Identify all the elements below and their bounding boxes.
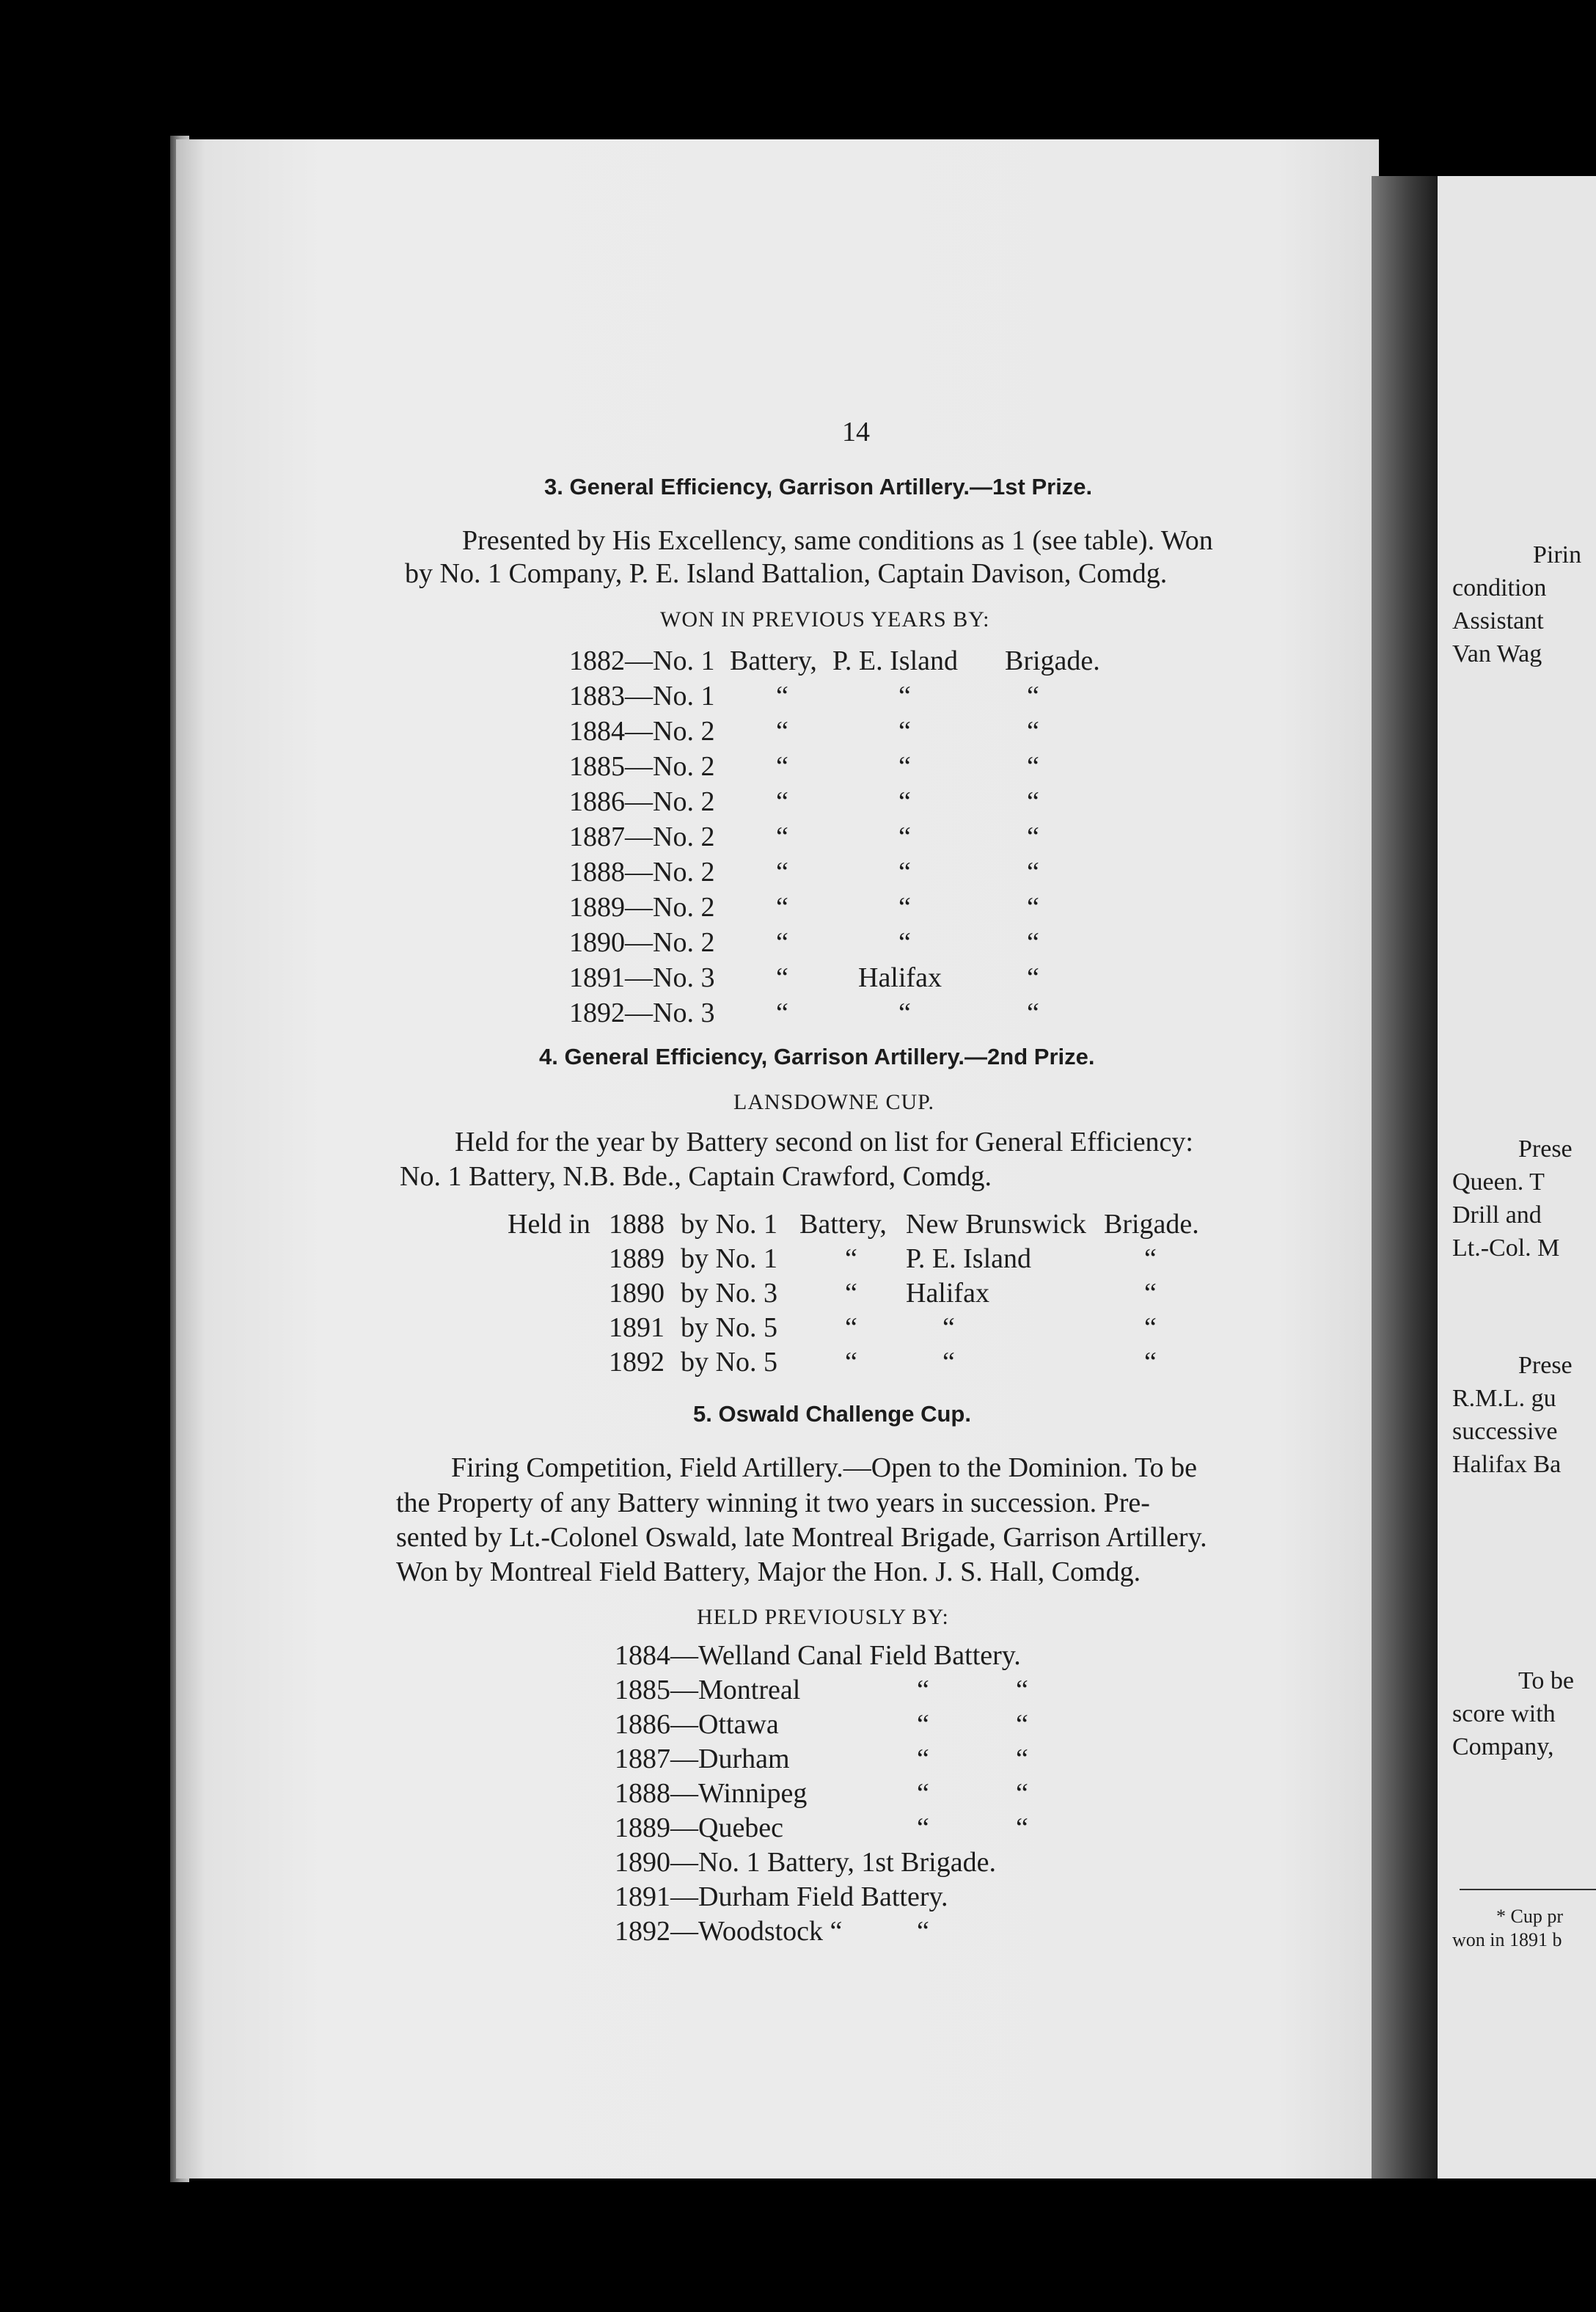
- winner-brigade-cell: “: [1027, 998, 1039, 1028]
- oswald-holder-cell: 1888—Winnipeg: [615, 1778, 808, 1809]
- winner-year-cell: 1891—No. 3: [569, 962, 715, 993]
- winner-place-cell: Halifax: [858, 962, 942, 993]
- section-heading: 5. Oswald Challenge Cup.: [693, 1401, 971, 1427]
- winner-brigade-cell: “: [1027, 927, 1039, 958]
- right-line: Company,: [1452, 1733, 1554, 1760]
- right-line: Prese: [1518, 1135, 1573, 1163]
- paragraph-line: the Property of any Battery winning it two years in succession. Pre-: [396, 1488, 1150, 1518]
- section-heading: 3. General Efficiency, Garrison Artillery.—1st Prize.: [544, 474, 1093, 500]
- footnote-rule: [1460, 1889, 1596, 1890]
- winner-year-cell: 1890—No. 2: [569, 927, 715, 958]
- right-line: Lt.-Col. M: [1452, 1234, 1560, 1262]
- winner-place-cell: P. E. Island: [832, 645, 958, 676]
- subheading: WON IN PREVIOUS YEARS BY:: [660, 607, 990, 632]
- winner-brigade-cell: “: [1027, 751, 1039, 782]
- lansdowne-year-cell: 1890: [609, 1278, 665, 1309]
- oswald-holder-cell: 1890—No. 1 Battery, 1st Brigade.: [615, 1847, 996, 1878]
- paragraph-line: Presented by His Excellency, same conditions as 1 (see table). Won: [462, 525, 1213, 556]
- oswald-ditto-cell: “: [917, 1812, 929, 1843]
- oswald-ditto-cell: “: [917, 1744, 929, 1774]
- lansdowne-by-cell: by No. 3: [681, 1278, 777, 1309]
- lansdowne-year-cell: 1888: [609, 1209, 665, 1240]
- winner-place-cell: “: [898, 822, 911, 852]
- right-line: Van Wag: [1452, 640, 1542, 667]
- paragraph-line: by No. 1 Company, P. E. Island Battalion, Captain Davison, Comdg.: [405, 558, 1168, 589]
- oswald-holder-cell: 1891—Durham Field Battery.: [615, 1881, 948, 1912]
- oswald-ditto-cell: “: [1016, 1812, 1028, 1843]
- winner-unit-cell: “: [776, 962, 788, 993]
- lansdowne-brigade-cell: Brigade.: [1104, 1209, 1199, 1240]
- winner-unit-cell: “: [776, 857, 788, 888]
- subheading: HELD PREVIOUSLY BY:: [697, 1605, 949, 1629]
- lansdowne-by-cell: by No. 5: [681, 1312, 777, 1343]
- winner-brigade-cell: “: [1027, 786, 1039, 817]
- winner-unit-cell: “: [776, 998, 788, 1028]
- winner-unit-cell: “: [776, 822, 788, 852]
- winner-year-cell: 1886—No. 2: [569, 786, 715, 817]
- lansdowne-by-cell: by No. 1: [681, 1243, 777, 1274]
- footnote-line: won in 1891 b: [1452, 1929, 1562, 1950]
- lansdowne-year-cell: 1891: [609, 1312, 665, 1343]
- winner-unit-cell: “: [776, 716, 788, 747]
- winner-place-cell: “: [898, 857, 911, 888]
- oswald-holder-cell: 1885—Montreal: [615, 1675, 801, 1705]
- winner-place-cell: “: [898, 927, 911, 958]
- winner-brigade-cell: Brigade.: [1005, 645, 1100, 676]
- right-line: successive: [1452, 1418, 1558, 1445]
- oswald-holder-cell: 1886—Ottawa: [615, 1709, 779, 1740]
- lansdowne-place-cell: “: [942, 1312, 955, 1343]
- lansdowne-place-cell: Halifax: [906, 1278, 989, 1309]
- lansdowne-year-cell: 1889: [609, 1243, 665, 1274]
- lansdowne-by-cell: by No. 5: [681, 1347, 777, 1378]
- winner-year-cell: 1892—No. 3: [569, 998, 715, 1028]
- winner-brigade-cell: “: [1027, 681, 1039, 711]
- oswald-ditto-cell: “: [1016, 1675, 1028, 1705]
- winner-brigade-cell: “: [1027, 962, 1039, 993]
- oswald-ditto-cell: “: [917, 1675, 929, 1705]
- winner-year-cell: 1884—No. 2: [569, 716, 715, 747]
- right-line: Prese: [1518, 1352, 1573, 1379]
- lansdowne-unit-cell: Battery,: [799, 1209, 887, 1240]
- winner-place-cell: “: [898, 998, 911, 1028]
- lansdowne-brigade-cell: “: [1144, 1312, 1157, 1343]
- lansdowne-unit-cell: “: [845, 1347, 857, 1378]
- book-gutter: [1372, 176, 1438, 2179]
- oswald-ditto-cell: “: [1016, 1778, 1028, 1809]
- oswald-ditto-cell: “: [917, 1778, 929, 1809]
- lansdowne-brigade-cell: “: [1144, 1278, 1157, 1309]
- lansdowne-unit-cell: “: [845, 1278, 857, 1309]
- right-line: score with: [1452, 1700, 1556, 1727]
- right-line: Queen. T: [1452, 1168, 1545, 1196]
- winner-year-cell: 1889—No. 2: [569, 892, 715, 923]
- right-line: Drill and: [1452, 1201, 1542, 1229]
- oswald-holder-cell: 1884—Welland Canal Field Battery.: [615, 1640, 1021, 1671]
- section-heading: 4. General Efficiency, Garrison Artillery.—2nd Prize.: [539, 1044, 1095, 1069]
- paragraph-line: Held for the year by Battery second on list for General Efficiency:: [455, 1127, 1193, 1157]
- oswald-ditto-cell: “: [917, 1916, 929, 1947]
- winner-year-cell: 1882—No. 1: [569, 645, 715, 676]
- winner-unit-cell: “: [776, 751, 788, 782]
- lansdowne-place-cell: “: [942, 1347, 955, 1378]
- winner-brigade-cell: “: [1027, 857, 1039, 888]
- right-line: Halifax Ba: [1452, 1451, 1562, 1478]
- oswald-ditto-cell: “: [917, 1709, 929, 1740]
- winner-brigade-cell: “: [1027, 892, 1039, 923]
- right-line: condition: [1452, 574, 1547, 601]
- oswald-ditto-cell: “: [1016, 1744, 1028, 1774]
- winner-year-cell: 1888—No. 2: [569, 857, 715, 888]
- winner-year-cell: 1887—No. 2: [569, 822, 715, 852]
- winner-unit-cell: “: [776, 786, 788, 817]
- held-in-label: Held in: [508, 1209, 590, 1240]
- lansdowne-unit-cell: “: [845, 1312, 857, 1343]
- right-page: [1438, 176, 1596, 2179]
- oswald-ditto-cell: “: [1016, 1709, 1028, 1740]
- right-line: R.M.L. gu: [1452, 1385, 1556, 1412]
- footnote-line: * Cup pr: [1496, 1906, 1563, 1927]
- winner-year-cell: 1883—No. 1: [569, 681, 715, 711]
- paragraph-line: No. 1 Battery, N.B. Bde., Captain Crawford, Comdg.: [400, 1161, 992, 1192]
- winner-place-cell: “: [898, 892, 911, 923]
- winner-unit-cell: “: [776, 681, 788, 711]
- winner-brigade-cell: “: [1027, 822, 1039, 852]
- winner-brigade-cell: “: [1027, 716, 1039, 747]
- right-line: Pirin: [1533, 541, 1582, 568]
- winner-place-cell: “: [898, 681, 911, 711]
- oswald-holder-cell: 1887—Durham: [615, 1744, 790, 1774]
- winner-place-cell: “: [898, 751, 911, 782]
- winner-year-cell: 1885—No. 2: [569, 751, 715, 782]
- page-number: 14: [842, 417, 870, 447]
- winner-place-cell: “: [898, 786, 911, 817]
- oswald-holder-cell: 1892—Woodstock “: [615, 1916, 843, 1947]
- lansdowne-brigade-cell: “: [1144, 1243, 1157, 1274]
- lansdowne-unit-cell: “: [845, 1243, 857, 1274]
- winner-place-cell: “: [898, 716, 911, 747]
- paragraph-line: Won by Montreal Field Battery, Major the Hon. J. S. Hall, Comdg.: [396, 1556, 1141, 1587]
- lansdowne-place-cell: New Brunswick: [906, 1209, 1086, 1240]
- lansdowne-by-cell: by No. 1: [681, 1209, 777, 1240]
- right-line: To be: [1518, 1667, 1574, 1694]
- paragraph-line: sented by Lt.-Colonel Oswald, late Montreal Brigade, Garrison Artillery.: [396, 1522, 1207, 1553]
- right-line: Assistant: [1452, 607, 1544, 634]
- paragraph-line: Firing Competition, Field Artillery.—Open to the Dominion. To be: [451, 1452, 1197, 1483]
- winner-unit-cell: “: [776, 927, 788, 958]
- subheading: LANSDOWNE CUP.: [733, 1090, 935, 1114]
- winner-unit-cell: Battery,: [730, 645, 817, 676]
- lansdowne-brigade-cell: “: [1144, 1347, 1157, 1378]
- lansdowne-year-cell: 1892: [609, 1347, 665, 1378]
- winner-unit-cell: “: [776, 892, 788, 923]
- oswald-holder-cell: 1889—Quebec: [615, 1812, 784, 1843]
- lansdowne-place-cell: P. E. Island: [906, 1243, 1031, 1274]
